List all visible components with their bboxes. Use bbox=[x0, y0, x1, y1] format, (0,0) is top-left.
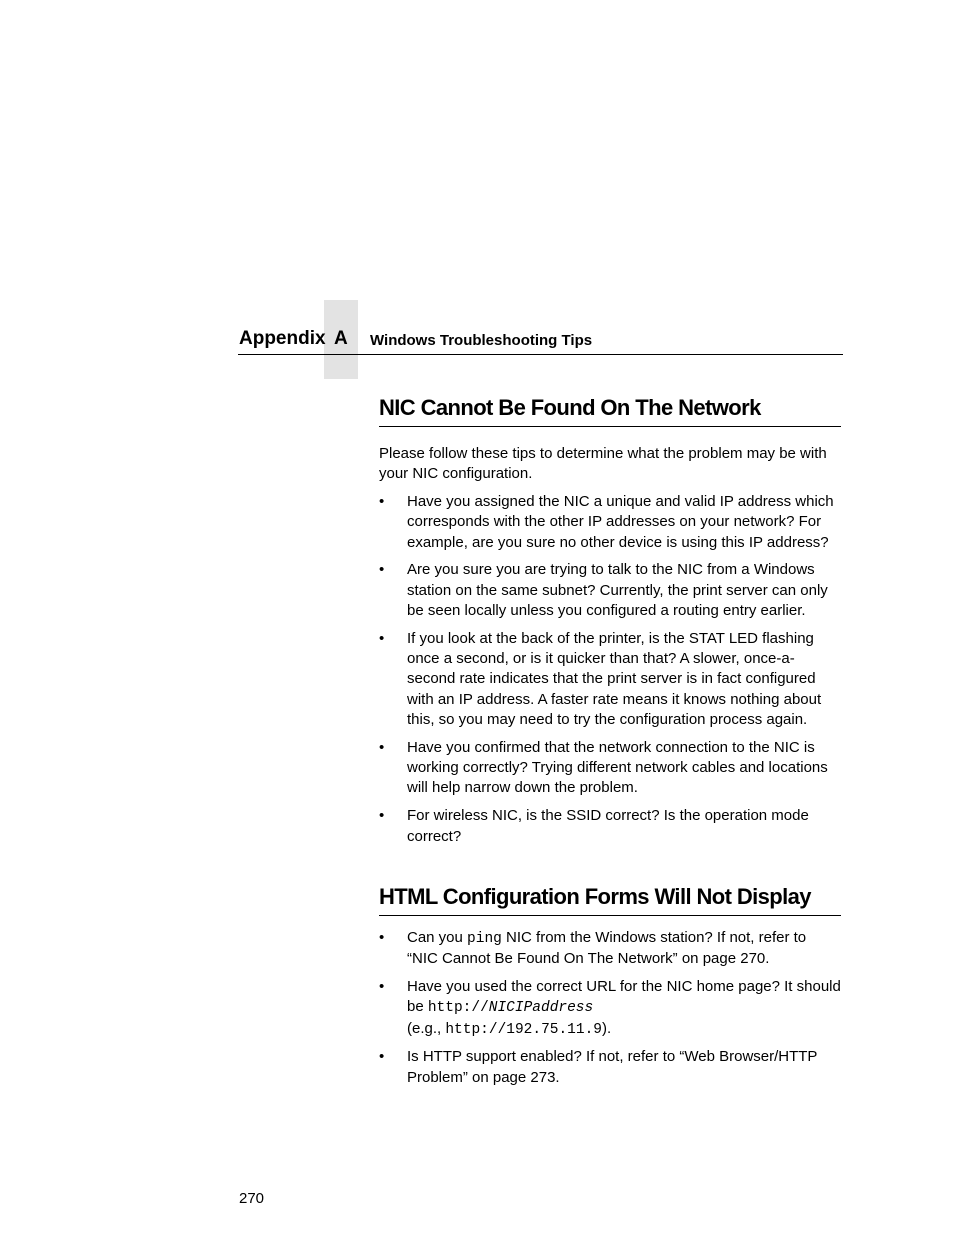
bullet-icon: • bbox=[379, 561, 385, 579]
url-placeholder: NICIPaddress bbox=[488, 1000, 594, 1017]
list-item-text-post: NIC from the Windows station? If not, refer to “NIC Cannot Be Found On The Network” on page 270. bbox=[407, 929, 807, 968]
list-item-text: Is HTTP support enabled? If not, refer to “Web Browser/HTTP Problem” on page 273. bbox=[407, 1048, 818, 1086]
list-item bbox=[379, 977, 841, 1040]
html-tips-list bbox=[379, 928, 841, 1088]
list-item-text: Are you sure you are trying to talk to the NIC from a Windows station on the same subnet? Currently, the print server can only be seen locally unless you configured a routing entry earlier. bbox=[407, 561, 828, 620]
list-item-text: If you look at the back of the printer, is the STAT LED flashing once a second, or is it quicker than that? A slower, once-a-second rate indicates that the print server is in fact configured with an IP address. A faster rate means it knows nothing about this, so you may need to try the configuration process again. bbox=[407, 629, 822, 729]
list-item bbox=[379, 928, 841, 970]
list-item-text-pre: Have you used the correct URL for the NIC home page? It should be bbox=[407, 978, 841, 1016]
list-item-text: Have you confirmed that the network connection to the NIC is working correctly? Trying different network cables and locations will help narrow down the problem. bbox=[407, 738, 828, 797]
appendix-letter: A bbox=[334, 328, 348, 349]
bullet-icon: • bbox=[379, 493, 385, 511]
bullet-icon: • bbox=[379, 978, 385, 996]
bullet-icon: • bbox=[379, 929, 385, 946]
bullet-icon: • bbox=[379, 1048, 385, 1066]
ping-command: ping bbox=[467, 931, 502, 947]
section-title-html-forms: HTML Configuration Forms Will Not Display bbox=[379, 883, 841, 916]
list-item bbox=[379, 806, 841, 847]
section-title-nic-not-found: NIC Cannot Be Found On The Network bbox=[379, 394, 841, 427]
bullet-icon: • bbox=[379, 629, 385, 647]
url-prefix: http:// bbox=[427, 1000, 489, 1017]
section-html-forms bbox=[379, 883, 841, 1088]
list-item bbox=[379, 738, 841, 799]
chapter-title: Windows Troubleshooting Tips bbox=[370, 332, 593, 349]
list-item-text-pre: Can you bbox=[407, 929, 468, 946]
section-nic-not-found bbox=[379, 394, 841, 847]
list-item-text: Have you assigned the NIC a unique and valid IP address which corresponds with the other IP addresses on your network? For example, are you sure no other device is using this IP address? bbox=[407, 493, 834, 551]
tips-list bbox=[379, 492, 841, 847]
example-pre: (e.g., bbox=[407, 1019, 446, 1037]
section-intro: Please follow these tips to determine what the problem may be with your NIC configuration. bbox=[379, 445, 827, 483]
list-item bbox=[379, 560, 841, 621]
list-item bbox=[379, 1047, 841, 1088]
list-item bbox=[379, 492, 841, 553]
appendix-label: Appendix bbox=[239, 328, 326, 349]
bullet-icon: • bbox=[379, 738, 385, 756]
page-number: 270 bbox=[239, 1190, 265, 1207]
example-url: http://192.75.11.9 bbox=[445, 1021, 602, 1038]
header-divider bbox=[238, 354, 843, 355]
list-item-text: For wireless NIC, is the SSID correct? Is the operation mode correct? bbox=[407, 807, 809, 845]
list-item bbox=[379, 629, 841, 730]
example-post: ). bbox=[602, 1019, 612, 1037]
bullet-icon: • bbox=[379, 807, 385, 825]
